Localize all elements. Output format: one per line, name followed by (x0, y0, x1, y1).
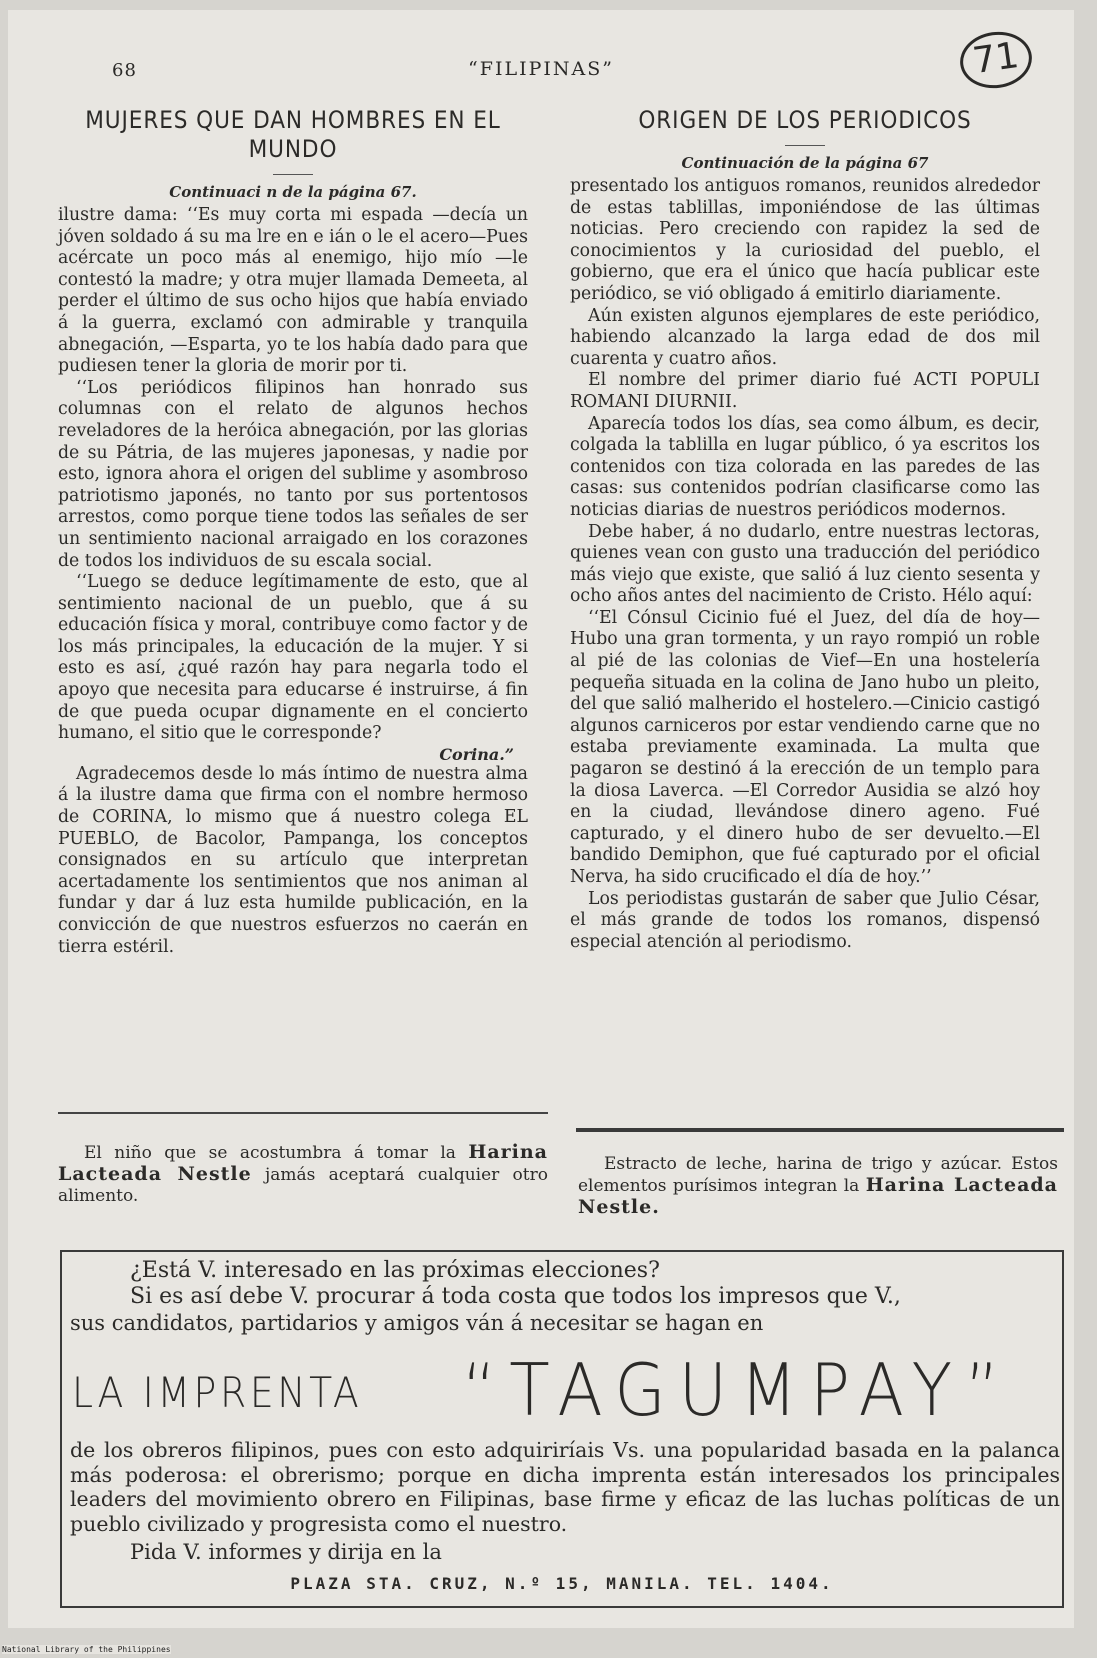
running-head (8, 35, 1074, 84)
nestle-notice-left (58, 1142, 548, 1207)
right-continuation-note: Continuación de la página 67 (681, 154, 929, 172)
right-paragraph: Debe haber, á no dudarlo, entre nuestras lectoras, quienes vean con gusto una traducción del periódico más viejo que existe, que salió á luz ciento sesenta y ocho años antes del nacimiento de Cristo. Hélo aquí: (570, 521, 1040, 607)
right-paragraph: Aún existen algunos ejemplares de este periódico, habiendo alcanzado la larga edad de dos mil cuarenta y cuatro años. (570, 305, 1040, 369)
left-article (58, 106, 528, 958)
notice-text: Estracto de leche, harina de trigo y azúcar. Estos elementos purísimos integran la (578, 1154, 1058, 1196)
right-paragraph: El nombre del primer diario fué ACTI POPULI ROMANI DIURNII. (570, 370, 1040, 412)
right-paragraph: ‘‘El Cónsul Cicinio fué el Juez, del día de hoy—Hubo una gran tormenta, y un rayo rompió un roble al pié de las colonias de Vief—En una hostelería pequeña situada en la colina de Jano hubo un pleito, del que salió malherido el hostelero.—Cinicio castigó algunos carniceros por estar vendiendo carne que no estaba previamente examinada. La multa que pagaron se destinó á la erección de un templo para la diosa Laverca. —El Corredor Ausidia se alzó hoy en la ciudad, llevándose dinero ageno. Fué capturado, y el dinero hubo de ser devuelto.—El bandido Demiphon, que fué capturado por el oficial Nerva, ha sido crucificado el día de hoy.’’ (570, 607, 1040, 887)
right-paragraph: Aparecía todos los días, sea como álbum, es decir, colgada la tablilla en lugar público, ó ya escritos los contenidos con tiza colorada en las paredes de las casas: sus contenidos podrían clasificarse como las noticias diarias de nuestros periódicos modernos. (570, 413, 1040, 520)
title-rule (785, 145, 825, 146)
ad-line: Si es así debe V. procurar á toda costa que todos los impresos que V., (130, 1284, 901, 1309)
right-article (570, 106, 1040, 953)
ad-request-line: Pida V. informes y dirija en la (130, 1540, 442, 1564)
notice-text: jamás aceptará cualquier otro alimento. (58, 1165, 548, 1206)
journal-title: “FILIPINAS” (468, 58, 614, 80)
left-paragraph: ilustre dama: ‘‘Es muy corta mi espada —decía un jóven soldado á su ma lre en e ián o le el acero—Pues acércate un poco más al enemigo, hijo mío —le contestó la madre; y otra mujer llamada Demeeta, al perder el último de sus ocho hijos que había enviado á la guerra, exclamó con admirable y tranquila abnegación, —Esparta, yo te los había dado para que pudiesen tener la gloria de morir por ti. (58, 205, 528, 377)
brand-name: Harina Lacteada Nestle (58, 1141, 548, 1185)
article-signature: Corina.” (439, 744, 514, 764)
ad-address: PLAZA STA. CRUZ, N.º 15, MANILA. TEL. 1404. (290, 1574, 834, 1593)
brand-name: Harina Lacteada Nestle. (578, 1174, 1058, 1218)
left-continuation-note: Continuaci n de la página 67. (169, 183, 417, 201)
left-column-divider (58, 1112, 548, 1114)
ad-line: sus candidatos, partidarios y amigos ván á necesitar se hagan en (70, 1311, 764, 1335)
handwritten-folio-number: 71 (956, 27, 1035, 92)
imprenta-label: LA IMPRENTA (72, 1368, 363, 1417)
right-column-divider (576, 1128, 1064, 1132)
right-article-title: ORIGEN DE LOS PERIODICOS (638, 106, 972, 134)
ad-question: ¿Está V. interesado en las próximas elecciones? (130, 1258, 660, 1283)
imprenta-name: “TAGUMPAY” (462, 1348, 1013, 1432)
right-paragraph: Los periodistas gustarán de saber que Julio César, el más grande de todos los romanos, dispensó especial atención al periodismo. (570, 888, 1040, 952)
right-paragraph: presentado los antiguos romanos, reunidos alrededor de estas tablillas, imponiéndose de las últimas noticias. Pero creciendo con rapidez la sed de conocimientos y la curiosidad del pueblo, el gobierno, que era el único que hacía publicar este periódico, se vió obligado á emitirlo diariamente. (570, 176, 1040, 304)
notice-text: El niño que se acostumbra á tomar la (84, 1143, 469, 1163)
left-paragraph: ‘‘Los periódicos filipinos han honrado sus columnas con el relato de algunos hechos reveladores de la heróica abnegación, por las glorias de su Pátria, de las mujeres japonesas, y nadie por esto, ignora ahora el origen del sublime y asombroso patriotismo japonés, no tanto por sus portentosos arrestos, como porque tiene todos las señales de ser un sentimiento nacional arraigado en los corazones de todos los individuos de su escala social. (58, 377, 528, 571)
left-closing-paragraph: Agradecemos desde lo más íntimo de nuestra alma á la ilustre dama que firma con el nombre hermoso de CORINA, lo mismo que á nuestro colega EL PUEBLO, de Bacolor, Pampanga, los conceptos consignados en su artículo que interpretan acertadamente los sentimientos que nos animan al fundar y dar á luz esta humilde publicación, en la convicción de que nuestros esfuerzos no caerán en tierra estéril. (58, 763, 528, 957)
page-number: 68 (112, 60, 137, 81)
imprenta-advertisement (60, 1250, 1064, 1608)
library-credit: National Library of the Philippines (2, 1645, 171, 1654)
imprenta-masthead (72, 1348, 1062, 1432)
title-rule (273, 174, 313, 175)
left-paragraph: ‘‘Luego se deduce legítimamente de esto, que al sentimiento nacional de un pueblo, que á su educación física y moral, contribuye como factor y de los más principales, la educación de la mujer. Y si esto es así, ¿qué razón hay para negarla todo el apoyo que necesita para educarse é instruirse, á fin de que pueda ocupar dignamente en el concierto humano, el sitio que le corresponde? (58, 572, 528, 744)
nestle-notice-right (578, 1154, 1058, 1219)
left-article-title: MUJERES QUE DAN HOMBRES EN EL MUNDO (85, 106, 501, 163)
ad-body: de los obreros filipinos, pues con esto adquiriríais Vs. una popularidad basada en la palanca más poderosa: el obrerismo; porque en dicha imprenta están interesados los principales leaders del movimiento obrero en Filipinas, base firme y eficaz de las luchas políticas de un pueblo civilizado y progresista como el nuestro. (70, 1438, 1060, 1536)
newspaper-page (8, 10, 1074, 1628)
